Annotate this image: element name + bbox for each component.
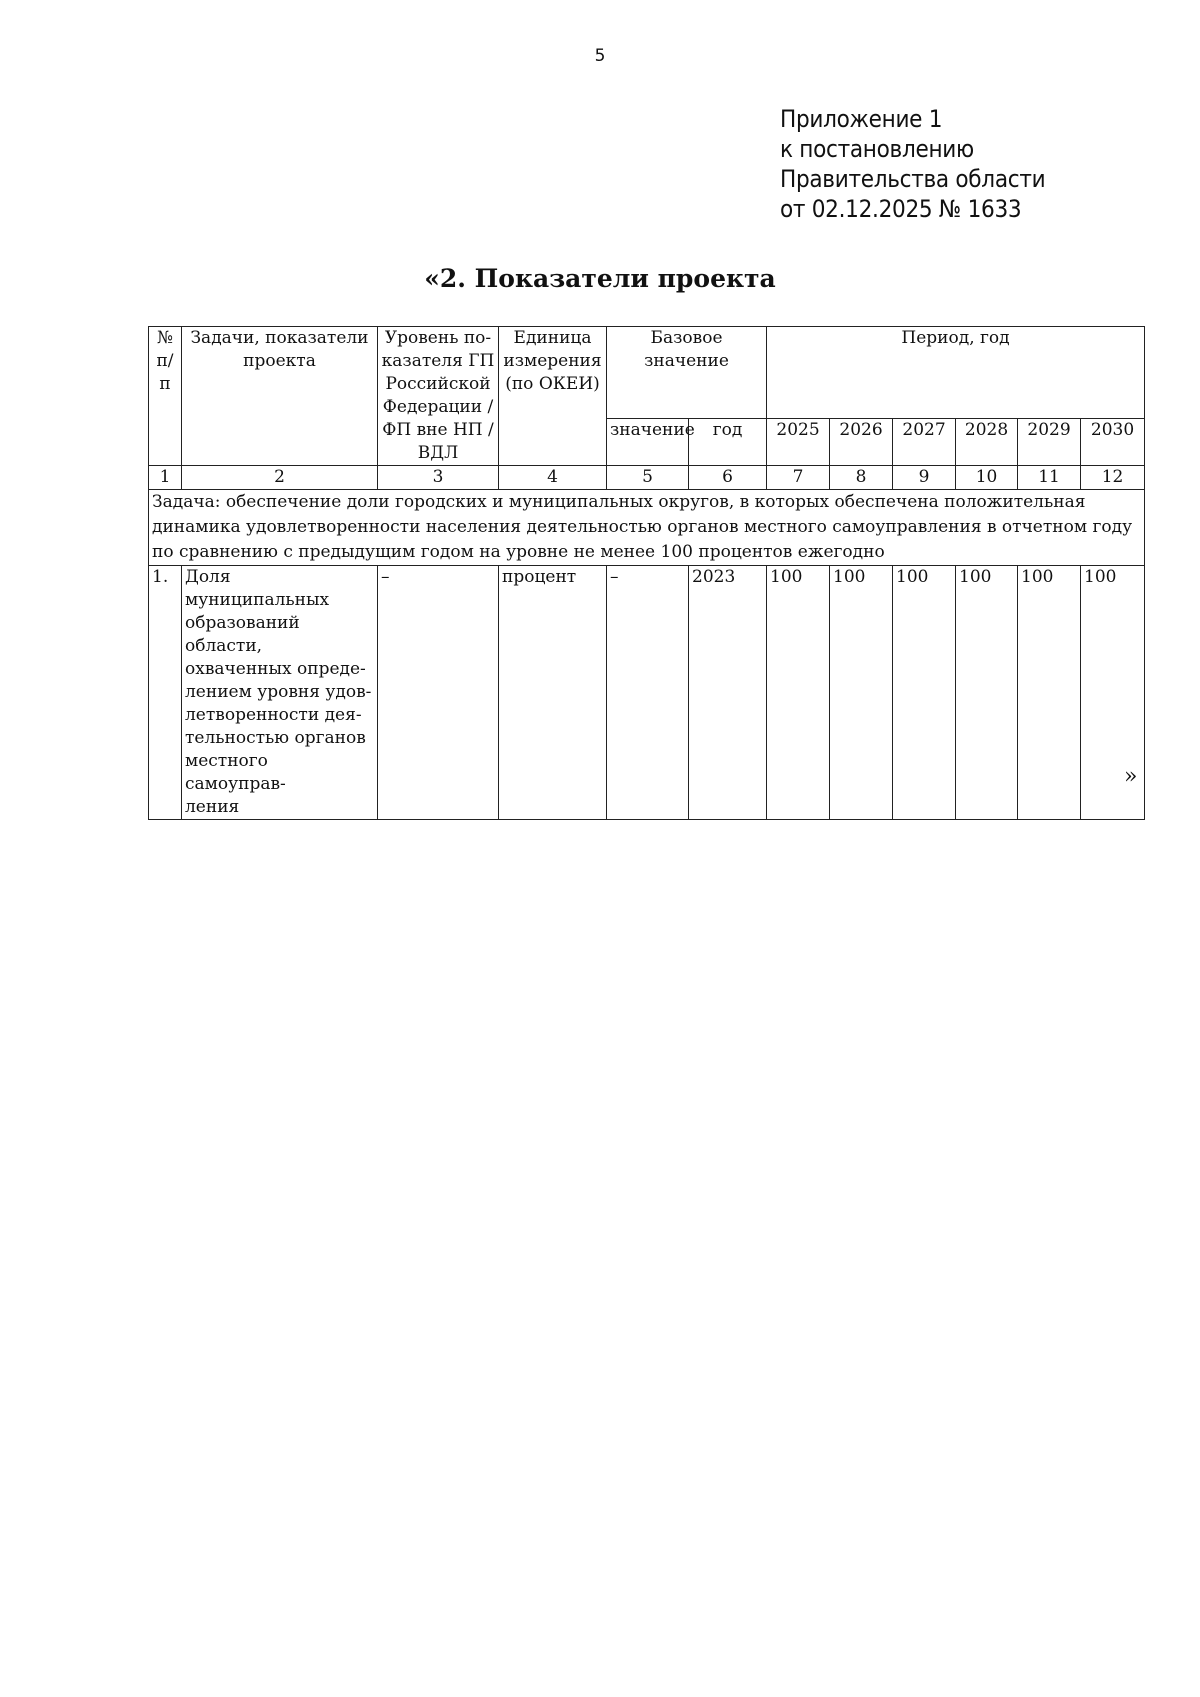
row-value: 100 — [767, 566, 830, 820]
appendix-line: Правительства области — [780, 165, 1046, 193]
header-year: 2026 — [830, 419, 893, 466]
column-number: 12 — [1081, 466, 1145, 490]
appendix-line: к постановлению — [780, 135, 974, 163]
column-number: 10 — [956, 466, 1018, 490]
column-number: 9 — [893, 466, 956, 490]
task-row — [149, 490, 1145, 566]
closing-quote: » — [1124, 764, 1138, 789]
row-value: 100 — [1081, 566, 1145, 820]
section-heading: «2. Показатели проекта — [424, 264, 776, 293]
row-name — [182, 566, 378, 820]
header-unit — [499, 327, 607, 466]
header-tasks-text: Задачи, показатели проекта — [190, 328, 369, 371]
header-year: 2025 — [767, 419, 830, 466]
header-year: 2028 — [956, 419, 1018, 466]
header-base-year: год — [689, 419, 767, 466]
appendix-block — [780, 104, 1045, 224]
row-name-line: ления — [185, 797, 240, 817]
task-text: Задача: обеспечение доли городских и муниципальных округов, в которых обеспечена положительная динамика удовлетворенности населения деятельностью органов местного самоуправления в отчетном году по сравнению с предыдущим годом на уровне не менее 100 процентов ежегодно — [149, 490, 1145, 566]
page-number: 5 — [594, 46, 606, 66]
appendix-line: от 02.12.2025 № 1633 — [780, 195, 1022, 223]
column-number: 8 — [830, 466, 893, 490]
row-name-line: Доля муниципальных — [185, 567, 330, 610]
header-year: 2027 — [893, 419, 956, 466]
header-year: 2030 — [1081, 419, 1145, 466]
row-base-value: – — [607, 566, 689, 820]
row-num: 1. — [149, 566, 182, 820]
header-tasks — [182, 327, 378, 466]
column-number-row — [149, 466, 1145, 490]
appendix-line: Приложение 1 — [780, 105, 943, 133]
row-name-line: летворенности дея- — [185, 705, 362, 725]
header-unit-line: (по ОКЕИ) — [505, 374, 600, 394]
header-base-value: значение — [607, 419, 689, 466]
row-level: – — [378, 566, 499, 820]
table-row — [149, 566, 1145, 820]
header-level-line: Федерации / — [382, 397, 494, 417]
column-number: 4 — [499, 466, 607, 490]
row-name-line: лением уровня удов- — [185, 682, 372, 702]
column-number: 1 — [149, 466, 182, 490]
column-number: 2 — [182, 466, 378, 490]
header-level-line: Уровень по- — [384, 328, 492, 348]
column-number: 6 — [689, 466, 767, 490]
header-unit-line: Единица — [513, 328, 592, 348]
row-value: 100 — [1018, 566, 1081, 820]
column-number: 7 — [767, 466, 830, 490]
indicators-table — [148, 326, 1145, 820]
row-name-line: охваченных опреде- — [185, 659, 366, 679]
header-num-line: п/п — [156, 351, 174, 394]
row-name-line: местного самоуправ- — [185, 751, 286, 794]
header-level — [378, 327, 499, 466]
row-base-year: 2023 — [689, 566, 767, 820]
row-value: 100 — [830, 566, 893, 820]
row-value: 100 — [893, 566, 956, 820]
header-base-group: Базовое значение — [607, 327, 767, 419]
header-level-line: ВДЛ — [417, 443, 459, 463]
row-name-line: тельностью органов — [185, 728, 366, 748]
column-number: 5 — [607, 466, 689, 490]
header-year: 2029 — [1018, 419, 1081, 466]
header-num — [149, 327, 182, 466]
row-value: 100 — [956, 566, 1018, 820]
header-period-group: Период, год — [767, 327, 1145, 419]
header-level-line: Российской — [385, 374, 491, 394]
header-row-1 — [149, 327, 1145, 419]
header-unit-line: измерения — [503, 351, 602, 371]
header-level-line: ФП вне НП / — [382, 420, 494, 440]
header-level-line: казателя ГП — [381, 351, 495, 371]
row-name-line: образований области, — [185, 613, 300, 656]
row-unit: процент — [499, 566, 607, 820]
column-number: 11 — [1018, 466, 1081, 490]
header-num-line: № — [156, 328, 174, 348]
column-number: 3 — [378, 466, 499, 490]
